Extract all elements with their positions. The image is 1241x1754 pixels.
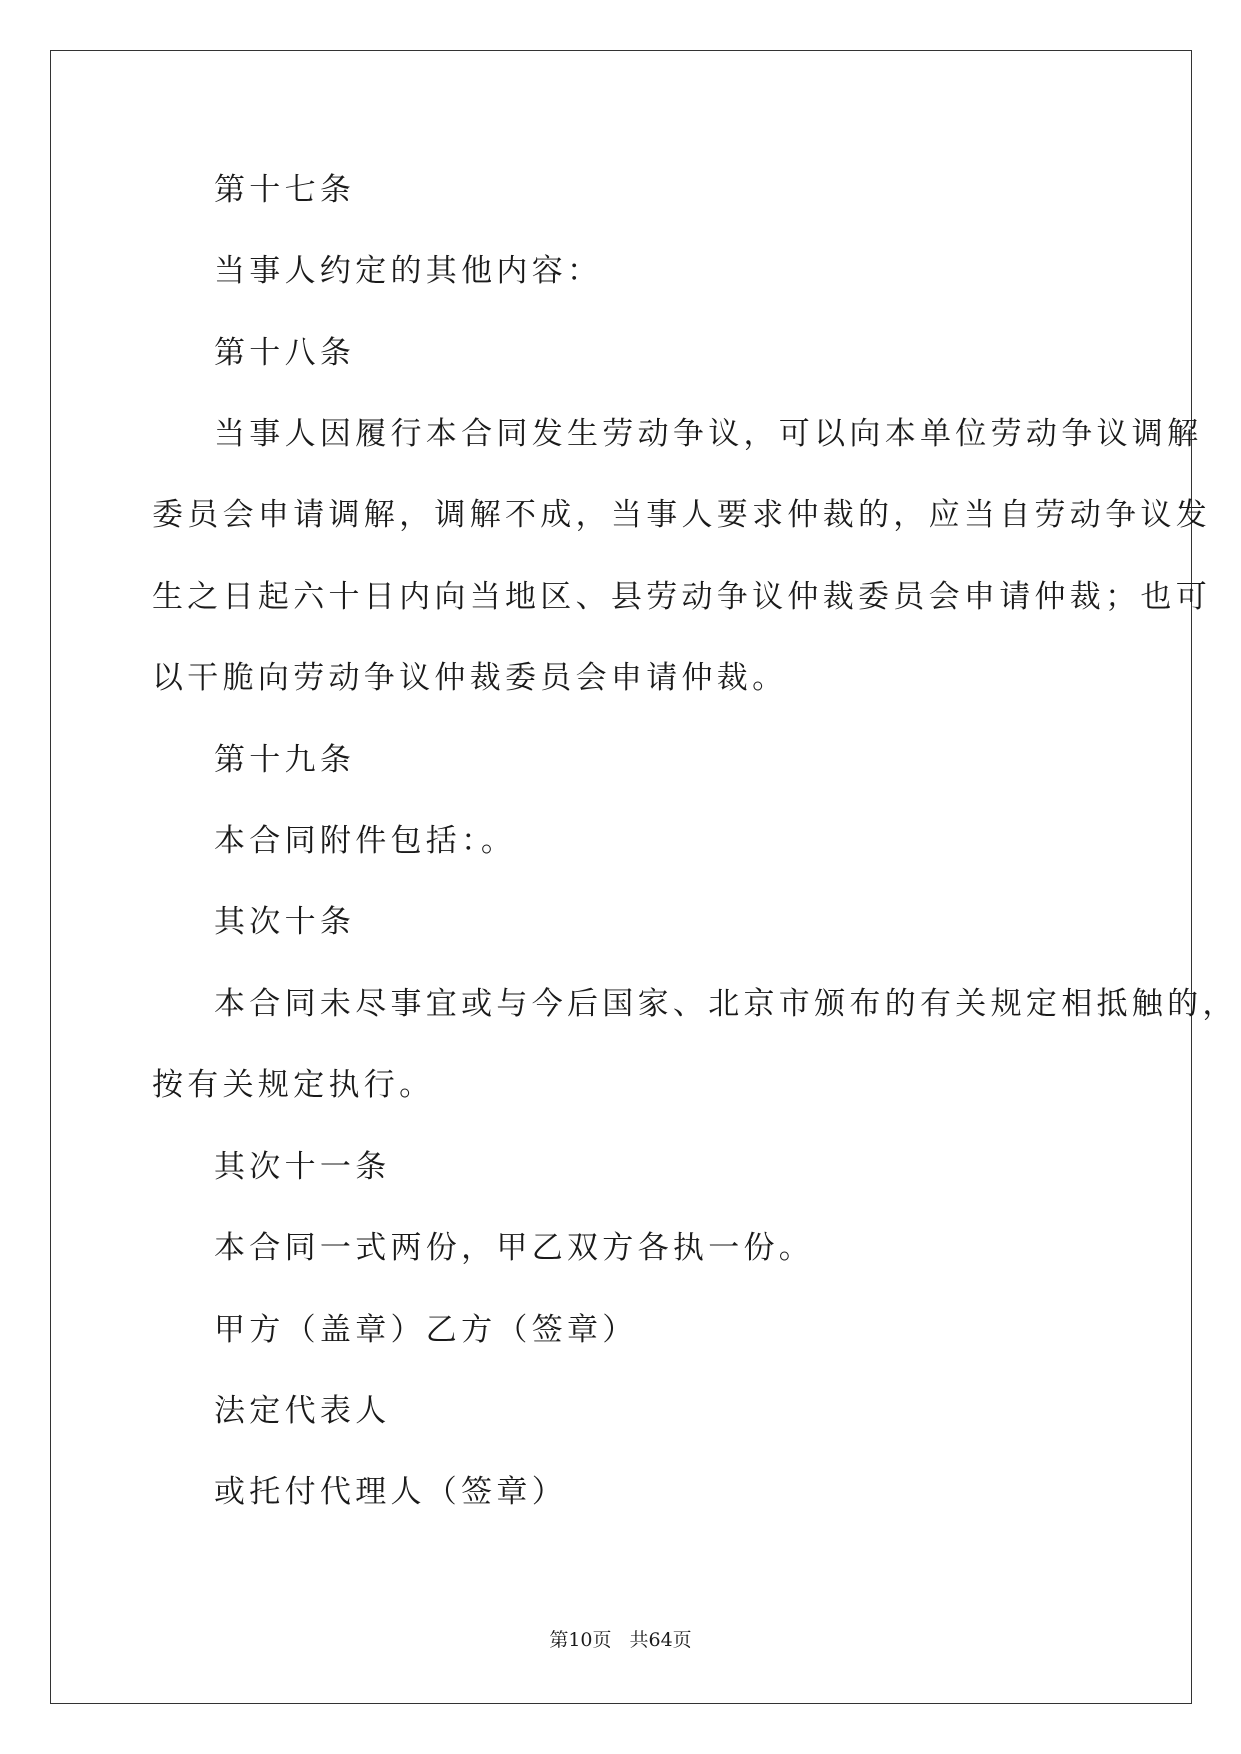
paragraph-line: 本合同未尽事宜或与今后国家、北京市颁布的有关规定相抵触的， (214, 986, 1238, 1022)
paragraph-line: 生之日起六十日内向当地区、县劳动争议仲裁委员会申请仲裁；也可 (152, 579, 1211, 615)
paragraph-line: 本合同附件包括：。 (214, 823, 517, 859)
article-20-heading: 其次十条 (214, 904, 356, 940)
paragraph-line: 当事人因履行本合同发生劳动争议，可以向本单位劳动争议调解 (214, 416, 1203, 452)
page-footer (0, 1628, 1241, 1652)
paragraph-line: 委员会申请调解，调解不成，当事人要求仲裁的，应当自劳动争议发 (152, 497, 1211, 533)
paragraph-line: 当事人约定的其他内容： (214, 253, 603, 289)
page-border (50, 50, 1192, 1704)
page-number: 第10页 (549, 1629, 612, 1651)
paragraph-line: 本合同一式两份，甲乙双方各执一份。 (214, 1230, 815, 1266)
article-21-heading: 其次十一条 (214, 1149, 391, 1185)
agent-signature-line: 或托付代理人（签章） (214, 1474, 567, 1510)
article-17-heading: 第十七条 (214, 172, 356, 208)
signature-party-line: 甲方（盖章）乙方（签章） (214, 1312, 638, 1348)
paragraph-line: 以干脆向劳动争议仲裁委员会申请仲裁。 (152, 660, 788, 696)
article-18-heading: 第十八条 (214, 335, 356, 371)
paragraph-line: 按有关规定执行。 (152, 1067, 435, 1103)
page-total: 共64页 (629, 1629, 692, 1651)
article-19-heading: 第十九条 (214, 742, 356, 778)
legal-representative-line: 法定代表人 (214, 1393, 391, 1429)
